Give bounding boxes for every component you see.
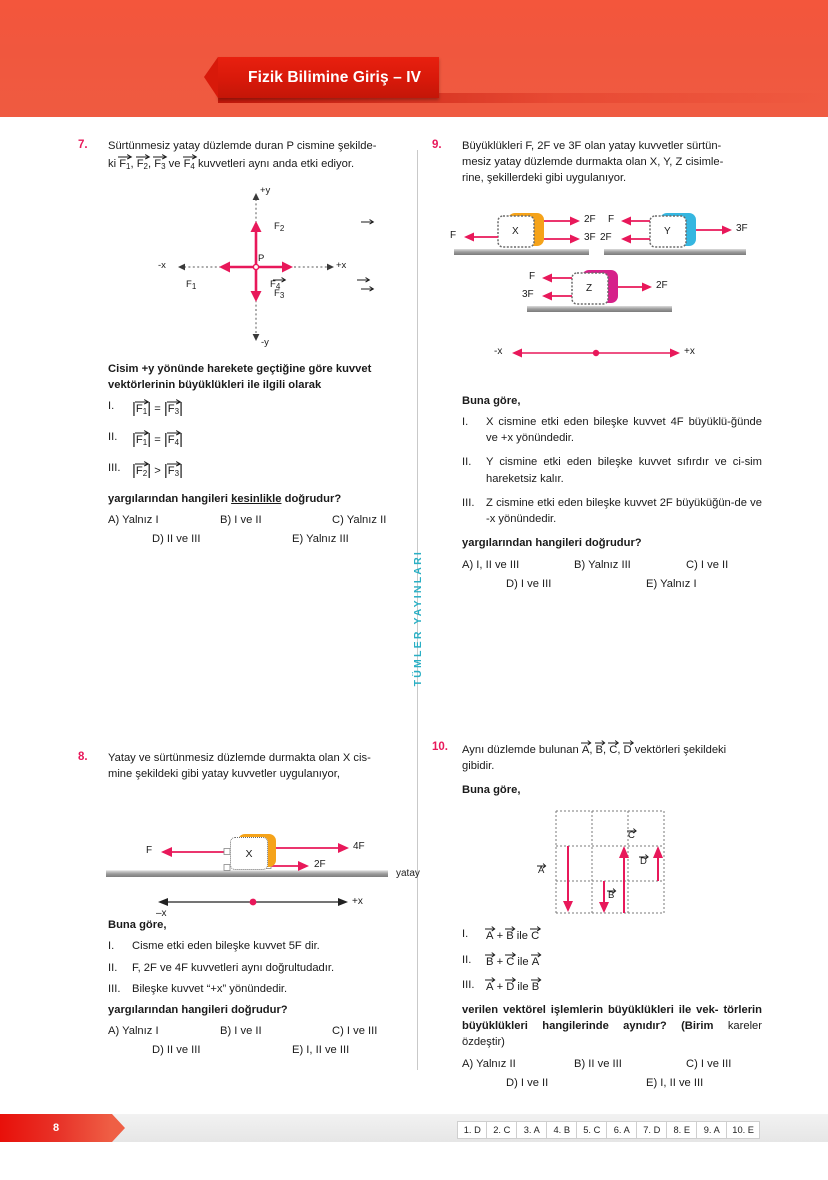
q7-statement-2-label: II.	[108, 431, 118, 444]
q10-connector-1: ile	[516, 930, 528, 943]
q8-option-b[interactable]: B) I ve II	[220, 1025, 262, 1038]
answer-cell: 3. A	[517, 1121, 547, 1139]
q8-question: yargılarından hangileri doğrudur?	[108, 1004, 288, 1017]
question-7-number: 7.	[78, 139, 88, 151]
q8-statement-3	[108, 981, 408, 997]
q10-option-d[interactable]: D) I ve II	[506, 1076, 549, 1089]
vector-F3-inline: F3	[154, 154, 165, 173]
q10-options	[462, 1058, 762, 1089]
q7-stem-line2-pre: ki	[108, 158, 120, 171]
q8-intro: Buna göre,	[108, 919, 167, 932]
q7-statement-3	[108, 460, 408, 482]
q10-question-line2: törlerin büyüklükleri hangilerinde aynıdır? (Birim	[462, 1003, 762, 1033]
vector-D-inline: D	[624, 740, 632, 758]
q9-axis-plus-label: +x	[684, 345, 695, 357]
q10-question-line1: verilen vektörel işlemlerin büyüklükleri ile vek-	[462, 1003, 719, 1016]
question-10-stem: Aynı düzlemde bulunan A, B, C, D vektörleri şekildeki gibidir.	[462, 740, 762, 774]
question-9-figure	[432, 197, 762, 393]
q9-axis-minus-label: -x	[494, 345, 503, 357]
q9-stem-line3: rine, şekillerdeki gibi uygulanıyor.	[462, 172, 627, 185]
question-8	[78, 750, 420, 1057]
q7-statement-3-label: III.	[108, 461, 121, 474]
q9-option-b[interactable]: B) Yalnız III	[574, 558, 631, 571]
vector-B-inline: B	[596, 740, 603, 758]
question-9	[432, 138, 762, 590]
q9-statement-1-text: X cismine etki eden bileşke kuvvet 4F büyüklü-ğünde ve +x yönündedir.	[486, 415, 762, 445]
q8-axis-plus-label: +x	[352, 896, 363, 908]
q8-box-label: X	[245, 847, 253, 860]
q8-statement-2	[108, 960, 408, 976]
q10-option-a[interactable]: A) Yalnız II	[462, 1057, 516, 1070]
q7-statement-1-text: | F1| = | F3|	[132, 400, 183, 418]
q10-stem-line2: gibidir.	[462, 759, 495, 772]
q9-X-force-right-2: 3F	[584, 231, 596, 243]
question-8-number: 8.	[78, 750, 88, 763]
q9-question: yargılarından hangileri doğrudur?	[462, 537, 642, 550]
q8-stem-line2: mine şekildeki gibi yatay kuvvetler uygulanıyor,	[108, 768, 340, 781]
right-column	[432, 138, 762, 1095]
q7-vector-diagram	[166, 181, 346, 353]
vector-A-inline: A	[582, 740, 589, 758]
q9-statement-1-label: I.	[462, 415, 469, 428]
q8-options	[108, 1025, 408, 1056]
q10-statement-2	[462, 952, 762, 970]
answer-cell: 8. E	[667, 1121, 697, 1139]
q9-intro: Buna göre,	[462, 394, 521, 407]
q10-statement-3	[462, 977, 762, 995]
q10-statement-2-label: II.	[462, 953, 472, 966]
q9-statement-2-text: Y cismine etki eden bileşke kuvvet sıfırdır ve ci-sim hareketsiz kalır.	[486, 456, 762, 485]
q9-option-c[interactable]: C) I ve II	[686, 558, 729, 571]
q9-options	[462, 559, 762, 590]
q7-axis-minus-x-label: -x	[158, 259, 166, 271]
header-band	[0, 0, 828, 117]
q7-options	[108, 514, 408, 545]
q7-axis-plus-x-label: +x	[336, 259, 347, 271]
q7-prompt-line1: Cisim +y yönünde harekete geçtiğine göre kuvvet	[108, 362, 372, 375]
answer-key	[457, 1121, 760, 1139]
q7-statement-1-label: I.	[108, 400, 115, 413]
q7-axis-minus-y-label: -y	[261, 336, 269, 348]
q7-statements	[108, 398, 408, 481]
q9-Y-force-left-1: F	[608, 213, 615, 225]
answer-cell: 5. C	[577, 1121, 607, 1139]
q8-statement-1-text: Cisme etki eden bileşke kuvvet 5F dir.	[132, 940, 320, 953]
q10-statement-1-label: I.	[462, 928, 469, 941]
q7-statement-2	[108, 429, 408, 451]
question-9-stem	[462, 138, 762, 187]
q7-prompt	[108, 361, 408, 393]
q10-intro: Buna göre,	[462, 784, 521, 797]
question-9-content	[432, 393, 762, 590]
q10-question	[462, 1002, 762, 1051]
q8-statements	[108, 938, 408, 997]
question-9-number: 9.	[432, 139, 442, 151]
q10-option-b[interactable]: B) II ve III	[574, 1057, 622, 1070]
q8-option-a[interactable]: A) Yalnız I	[108, 1025, 159, 1038]
q10-label-A: A	[538, 865, 545, 877]
question-7-stem: Sürtünmesiz yatay düzlemde duran P cismine şekilde- ki F1, F2, F3 ve F4 kuvvetleri aynı anda etki ediyor.	[108, 140, 377, 172]
q7-option-b[interactable]: B) I ve II	[220, 513, 262, 526]
q10-stem-post: vektörleri şekildeki	[631, 743, 727, 756]
q9-option-d[interactable]: D) I ve III	[506, 577, 552, 590]
q9-statement-3	[462, 495, 762, 527]
q8-statement-1	[108, 938, 408, 954]
q8-stem-line1: Yatay ve sürtünmesiz düzlemde durmakta olan X cis-	[108, 751, 371, 764]
q10-statement-3-text: A + D ile B	[486, 977, 762, 995]
question-10	[432, 740, 762, 1089]
q7-statement-2-text: | F1| = | F4|	[132, 431, 183, 449]
q7-question	[108, 491, 408, 507]
answer-cell: 4. B	[547, 1121, 577, 1139]
q7-question-pre: yargılarından hangileri	[108, 492, 232, 505]
q9-Y-force-left-2: 2F	[600, 231, 612, 243]
q7-axis-plus-y-label: +y	[260, 184, 271, 196]
q8-ground-label: yatay	[396, 868, 420, 880]
q10-label-D: D	[640, 856, 647, 868]
q10-statement-1	[462, 926, 762, 944]
q10-label-B: B	[608, 890, 615, 902]
q10-connector-3: ile	[517, 980, 529, 993]
q10-label-C: C	[628, 830, 635, 842]
q9-statements	[462, 414, 762, 527]
vector-C-inline: C	[609, 740, 617, 758]
q8-statement-2-label: II.	[108, 961, 118, 974]
q9-Z-force-right-1: 2F	[656, 279, 668, 291]
answer-cell: 10. E	[727, 1121, 760, 1139]
q10-statements	[462, 926, 762, 995]
q7-question-underline: kesinlikle	[231, 492, 282, 505]
q9-option-a[interactable]: A) I, II ve III	[462, 558, 520, 571]
q8-statement-3-label: III.	[108, 982, 121, 995]
q8-box-X	[230, 837, 268, 870]
q9-option-e[interactable]: E) Yalnız I	[646, 577, 697, 590]
q7-statement-3-op: >	[154, 464, 161, 477]
q7-statement-1	[108, 398, 408, 420]
q10-stem-pre: Aynı düzlemde bulunan	[462, 743, 582, 756]
q7-stem-line1: Sürtünmesiz yatay düzlemde duran P cismine şekilde-	[108, 140, 377, 152]
question-8-stem	[108, 750, 408, 782]
page-number: 8	[52, 1122, 60, 1134]
answer-cell: 6. A	[607, 1121, 637, 1139]
question-8-figure	[78, 790, 420, 920]
q7-origin-label: P	[258, 252, 265, 264]
q9-statement-2	[462, 454, 762, 486]
question-10-number: 10.	[432, 740, 448, 753]
q10-statement-2-text: B + C ile A	[486, 952, 762, 970]
q9-box-Z-label: Z	[586, 282, 593, 294]
q8-axis-minus-label: –x	[156, 908, 167, 920]
answer-cell: 9. A	[697, 1121, 727, 1139]
vector-F1-inline: F1	[119, 154, 130, 173]
q7-label-F2: $F_2$	[274, 219, 284, 233]
q10-connector-2: ile	[517, 955, 529, 968]
answer-cell: 2. C	[487, 1121, 517, 1139]
question-8-content	[78, 917, 408, 1056]
q9-Z-force-left-1: F	[529, 270, 536, 282]
q9-statement-1	[462, 414, 762, 446]
question-7-figure	[78, 181, 408, 353]
vector-F4-inline: F4	[184, 154, 195, 173]
q7-label-F1: $F_1$	[186, 277, 196, 291]
q7-statement-3-text: | F2| > | F3|	[132, 461, 183, 479]
q9-statement-2-label: II.	[462, 456, 472, 469]
question-10-content	[432, 782, 762, 1089]
q7-statement-1-op: =	[154, 403, 161, 416]
q9-diagram	[432, 197, 762, 393]
q10-option-e[interactable]: E) I, II ve III	[646, 1076, 704, 1089]
page-title: Fizik Bilimine Giriş – IV	[248, 68, 422, 86]
q9-box-Y-label: Y	[664, 225, 671, 237]
q8-statement-2-text: F, 2F ve 4F kuvvetleri aynı doğrultudadır.	[132, 961, 335, 974]
q10-option-c[interactable]: C) I ve III	[686, 1057, 732, 1070]
q7-option-a[interactable]: A) Yalnız I	[108, 513, 159, 526]
q7-option-e[interactable]: E) Yalnız III	[292, 532, 349, 545]
q8-statement-3-text: Bileşke kuvvet “+x” yönündedir.	[132, 982, 288, 995]
q7-question-post: doğrudur?	[281, 492, 342, 505]
q9-X-force-left: F	[450, 229, 457, 241]
q7-label-F3: $F_3$	[274, 286, 284, 300]
q10-statement-3-label: III.	[462, 978, 475, 991]
answer-cell: 7. D	[637, 1121, 667, 1139]
page-number-flag	[0, 1114, 112, 1142]
q8-force-right-label-1: 4F	[353, 841, 365, 853]
q8-statement-1-label: I.	[108, 940, 115, 953]
q9-stem-line2: mesiz yatay düzlemde durmakta olan X, Y, Z cisimle-	[462, 156, 724, 169]
header-tab	[218, 57, 439, 98]
q10-question-line3: kareler özdeştir)	[462, 1020, 763, 1049]
q7-option-c[interactable]: C) Yalnız II	[332, 513, 387, 526]
answer-cell: 1. D	[457, 1121, 487, 1139]
question-10-figure	[462, 808, 762, 918]
q8-force-left-label: F	[146, 845, 153, 857]
q9-stem-line1: Büyüklükleri F, 2F ve 3F olan yatay kuvvetler sürtün-	[462, 140, 722, 152]
q9-box-X-label: X	[512, 225, 519, 237]
question-7-content	[78, 361, 408, 545]
publisher-watermark	[404, 543, 432, 693]
publisher-name: TÜMLER YAYINLARI	[412, 549, 424, 687]
q9-X-force-right-1: 2F	[584, 213, 596, 225]
q7-statement-2-op: =	[154, 434, 161, 447]
q9-Y-force-right-1: 3F	[736, 222, 748, 234]
q8-option-e[interactable]: E) I, II ve III	[292, 1044, 350, 1057]
q8-option-d[interactable]: D) II ve III	[152, 1044, 201, 1057]
q7-prompt-line2: vektörlerinin büyüklükleri ile ilgili olarak	[108, 379, 322, 392]
q8-option-c[interactable]: C) I ve III	[332, 1025, 378, 1038]
question-7	[78, 138, 408, 545]
q7-option-d[interactable]: D) II ve III	[152, 532, 201, 545]
q10-statement-1-text: A + B ile C	[486, 926, 762, 944]
q7-stem-line2-post: kuvvetleri aynı anda etki ediyor.	[194, 158, 355, 171]
vector-F2-inline: F2	[137, 154, 148, 173]
q7-label-F4: $F_4$	[270, 277, 280, 291]
q8-force-right-label-2: 2F	[314, 859, 326, 871]
q9-statement-3-label: III.	[462, 496, 475, 509]
q9-statement-3-text: Z cismine etki eden bileşke kuvvet 2F büyüküğün-de ve -x yönündedir.	[486, 496, 762, 526]
q9-Z-force-left-2: 3F	[522, 288, 534, 300]
